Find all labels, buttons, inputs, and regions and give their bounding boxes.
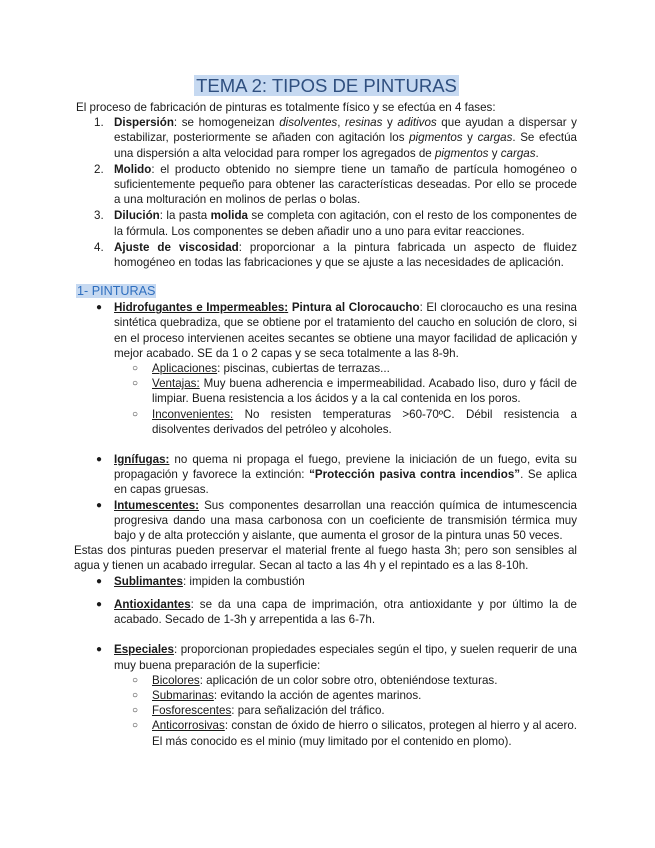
text: se completa con agitación, con el resto de los componentes de la fórmula. Los componentes se deben añadir uno a uno para evitar reacciones. <box>114 209 577 238</box>
phase-term: Dispersión <box>114 116 174 130</box>
text: Aplicaciones <box>152 362 218 376</box>
text: : El clorocaucho es una resina sintética quebradiza, que se obtiene por el tratamiento del caucho en solución de cloro, si en el proceso intervienen aceites secantes se obtiene una mayor facilidad de aplicación y mejor acabado. SE da 1 o 2 capas y se seca totalmente a las 8-9h. <box>114 301 577 360</box>
text: Bicolores <box>152 673 200 687</box>
text: : se homogeneizan <box>173 116 280 130</box>
paint-type-term: Ignífugas: <box>114 453 170 467</box>
text: : impiden la combustión <box>182 574 305 588</box>
text: Muy buena adherencia e impermeabilidad. Acabado liso, duro y fácil de limpiar. Buena resistencia a los ácidos y a la cal contenida en los poros. <box>152 377 577 406</box>
circle-bullet-icon: ○ <box>132 408 139 420</box>
text: cargas <box>477 131 513 145</box>
text: : el producto obtenido no siempre tiene un tamaño de partícula homogéneo o suficientemente pequeño para obtener las características deseadas. Por ello se procede a una molturación en molinos de perlas o bolas. <box>114 162 577 207</box>
text: disolventes <box>279 116 338 130</box>
paint-type-term: Especiales <box>114 643 174 657</box>
paint-types-list <box>76 300 577 437</box>
text: aditivos <box>397 116 437 130</box>
phase-item <box>76 208 577 238</box>
text: : la pasta <box>159 209 211 223</box>
text: que ayudan a dispersar y estabilizar, posteriormente se añaden con agitación los <box>114 116 577 145</box>
sub-item <box>114 703 577 718</box>
text: , <box>337 116 346 130</box>
text: Inconvenientes: <box>152 407 234 421</box>
text: : piscinas, cubiertas de terrazas... <box>217 362 390 376</box>
fire-note: Estas dos pinturas pueden preservar el material frente al fuego hasta 3h; pero son sensibles al agua y tienen un acabado irregular. Secan al tacto a las 4h y el repintado es a las 8-10h. <box>74 544 577 573</box>
text: y <box>382 116 398 130</box>
more-paints-list <box>76 574 577 589</box>
bullet-icon: ● <box>96 499 103 511</box>
paint-type-intumescentes <box>76 498 577 544</box>
text: . Se aplica en capas gruesas. <box>114 468 577 497</box>
page-title <box>76 74 577 98</box>
spacer <box>76 437 577 452</box>
bullet-icon: ● <box>96 644 103 656</box>
phase-number: 1. <box>94 116 104 130</box>
sub-item <box>114 673 577 688</box>
sub-item <box>114 361 577 376</box>
spacer <box>76 627 577 642</box>
special-sublist <box>114 673 577 749</box>
circle-bullet-icon: ○ <box>132 378 139 390</box>
text: cargas <box>500 146 536 160</box>
text: Fosforescentes <box>152 704 232 718</box>
text: pigmentos <box>409 131 463 145</box>
text: Sus componentes desarrollan una reacción química de intumescencia progresiva dando una masa carbonosa con un coeficiente de transmisión térmica muy bajo y de alta protección y aislante, que aumenta el grosor de la pintura unas 50 veces. <box>114 498 577 543</box>
bullet-icon: ● <box>96 598 103 610</box>
intro-text: El proceso de fabricación de pinturas es totalmente físico y se efectúa en 4 fases: <box>76 101 496 114</box>
phase-item <box>76 240 577 270</box>
antiox-list <box>76 597 577 627</box>
special-list <box>76 642 577 748</box>
paint-type-ignifugas <box>76 452 577 498</box>
text: . <box>535 146 539 160</box>
bullet-icon: ● <box>96 575 103 587</box>
text: . Se efectúa una dispersión a alta velocidad para romper los agregados de <box>114 131 578 160</box>
paint-type-term: Intumescentes: <box>114 498 200 512</box>
text: : para señalización del tráfico. <box>231 704 385 718</box>
paint-type-especiales <box>76 642 577 748</box>
text: molida <box>210 209 248 223</box>
phase-term: Dilución <box>114 209 160 223</box>
text: y <box>488 146 501 160</box>
circle-bullet-icon: ○ <box>132 363 139 375</box>
phase-term: Molido <box>114 162 152 176</box>
title-text: TEMA 2: TIPOS DE PINTURAS <box>196 75 457 96</box>
phases-list <box>76 115 577 270</box>
text: : aplicación de un color sobre otro, obteniéndose texturas. <box>199 673 498 687</box>
text: no quema ni propaga el fuego, previene la iniciación de un fuego, evita su propagación y favorece la extinción: <box>114 453 577 482</box>
text: No resisten temperaturas >60-70ºC. Débil resistencia a disolventes derivados del petróleo y alcoholes. <box>152 407 577 436</box>
phase-number: 3. <box>94 209 104 223</box>
circle-bullet-icon: ○ <box>132 689 139 701</box>
spacer <box>76 589 577 597</box>
paint-type-hidrofugantes: ● Hidrofugantes e Impermeables: Pintura al Clorocaucho: El clorocaucho es una resina sintética quebradiza, que se obtiene por el tratamiento del caucho en solución de cloro, si en el proceso intervienen aceites secantes se obtiene una mayor facilidad de aplicación y mejor acabado. SE da 1 o 2 capas y se seca totalmente a las 8-9h. ○ Aplicaciones: piscinas, cubiertas de terrazas... ○ Ventajas: Muy buena adherencia e impermeabilidad. Acabado liso, duro y fácil de limpiar. Buena resistencia a los ácidos y a la cal contenida en los poros. ○ Inconvenientes: No resisten temperaturas >60-70ºC. Débil resistencia a disolventes derivados del petróleo y alcoholes. <box>96 301 577 436</box>
circle-bullet-icon: ○ <box>132 674 139 686</box>
paint-subtype-term: Pintura al Clorocaucho <box>291 301 420 315</box>
bullet-icon: ● <box>96 454 103 466</box>
sub-item <box>114 407 577 437</box>
paint-type-antioxidantes <box>76 597 577 627</box>
paint-type-term: Hidrofugantes e Impermeables <box>114 301 285 315</box>
text: Anticorrosivas <box>152 719 225 733</box>
circle-bullet-icon: ○ <box>132 720 139 732</box>
section-heading <box>76 283 577 300</box>
phase-term: Ajuste de viscosidad <box>114 240 239 254</box>
hidro-sublist <box>114 361 577 437</box>
phase-number: 4. <box>94 240 104 254</box>
phase-item <box>76 162 577 208</box>
text: y <box>462 131 478 145</box>
sub-item <box>114 718 577 748</box>
fire-paints-list <box>76 452 577 543</box>
text: : constan de óxido de hierro o silicatos, protegen al hierro y al acero. El más conocido es el minio (muy limitado por el contenido en plomo). <box>152 719 577 748</box>
bullet-icon: ● <box>96 302 103 314</box>
section-heading-text: 1- PINTURAS <box>77 284 156 299</box>
text: : proporcionan propiedades especiales según el tipo, y suelen requerir de una muy buena preparación de la superficie: <box>114 643 577 672</box>
sub-item <box>114 688 577 703</box>
circle-bullet-icon: ○ <box>132 705 139 717</box>
paint-type-term: Antioxidantes <box>114 597 191 611</box>
sub-item <box>114 376 577 406</box>
text: : se da una capa de imprimación, otra antioxidante y por último la de acabado. Secado de 1-3h y arrepentida a las 6-7h. <box>114 597 577 627</box>
text: Ventajas: <box>152 377 200 391</box>
text: resinas <box>345 116 383 130</box>
text: Submarinas <box>152 688 214 702</box>
text: “Protección pasiva contra incendios” <box>309 468 521 482</box>
paint-type-term: Sublimantes <box>114 574 183 588</box>
text: : evitando la acción de agentes marinos. <box>213 688 422 702</box>
text: pigmentos <box>434 146 489 160</box>
phase-number: 2. <box>94 162 104 176</box>
text: : proporcionar a la pintura fabricada un aspecto de fluidez homogéneo en todas las fabricaciones y que se ajuste a las necesidades de aplicación. <box>114 240 577 270</box>
paint-type-sublimantes <box>76 574 577 589</box>
phase-item <box>76 115 577 161</box>
